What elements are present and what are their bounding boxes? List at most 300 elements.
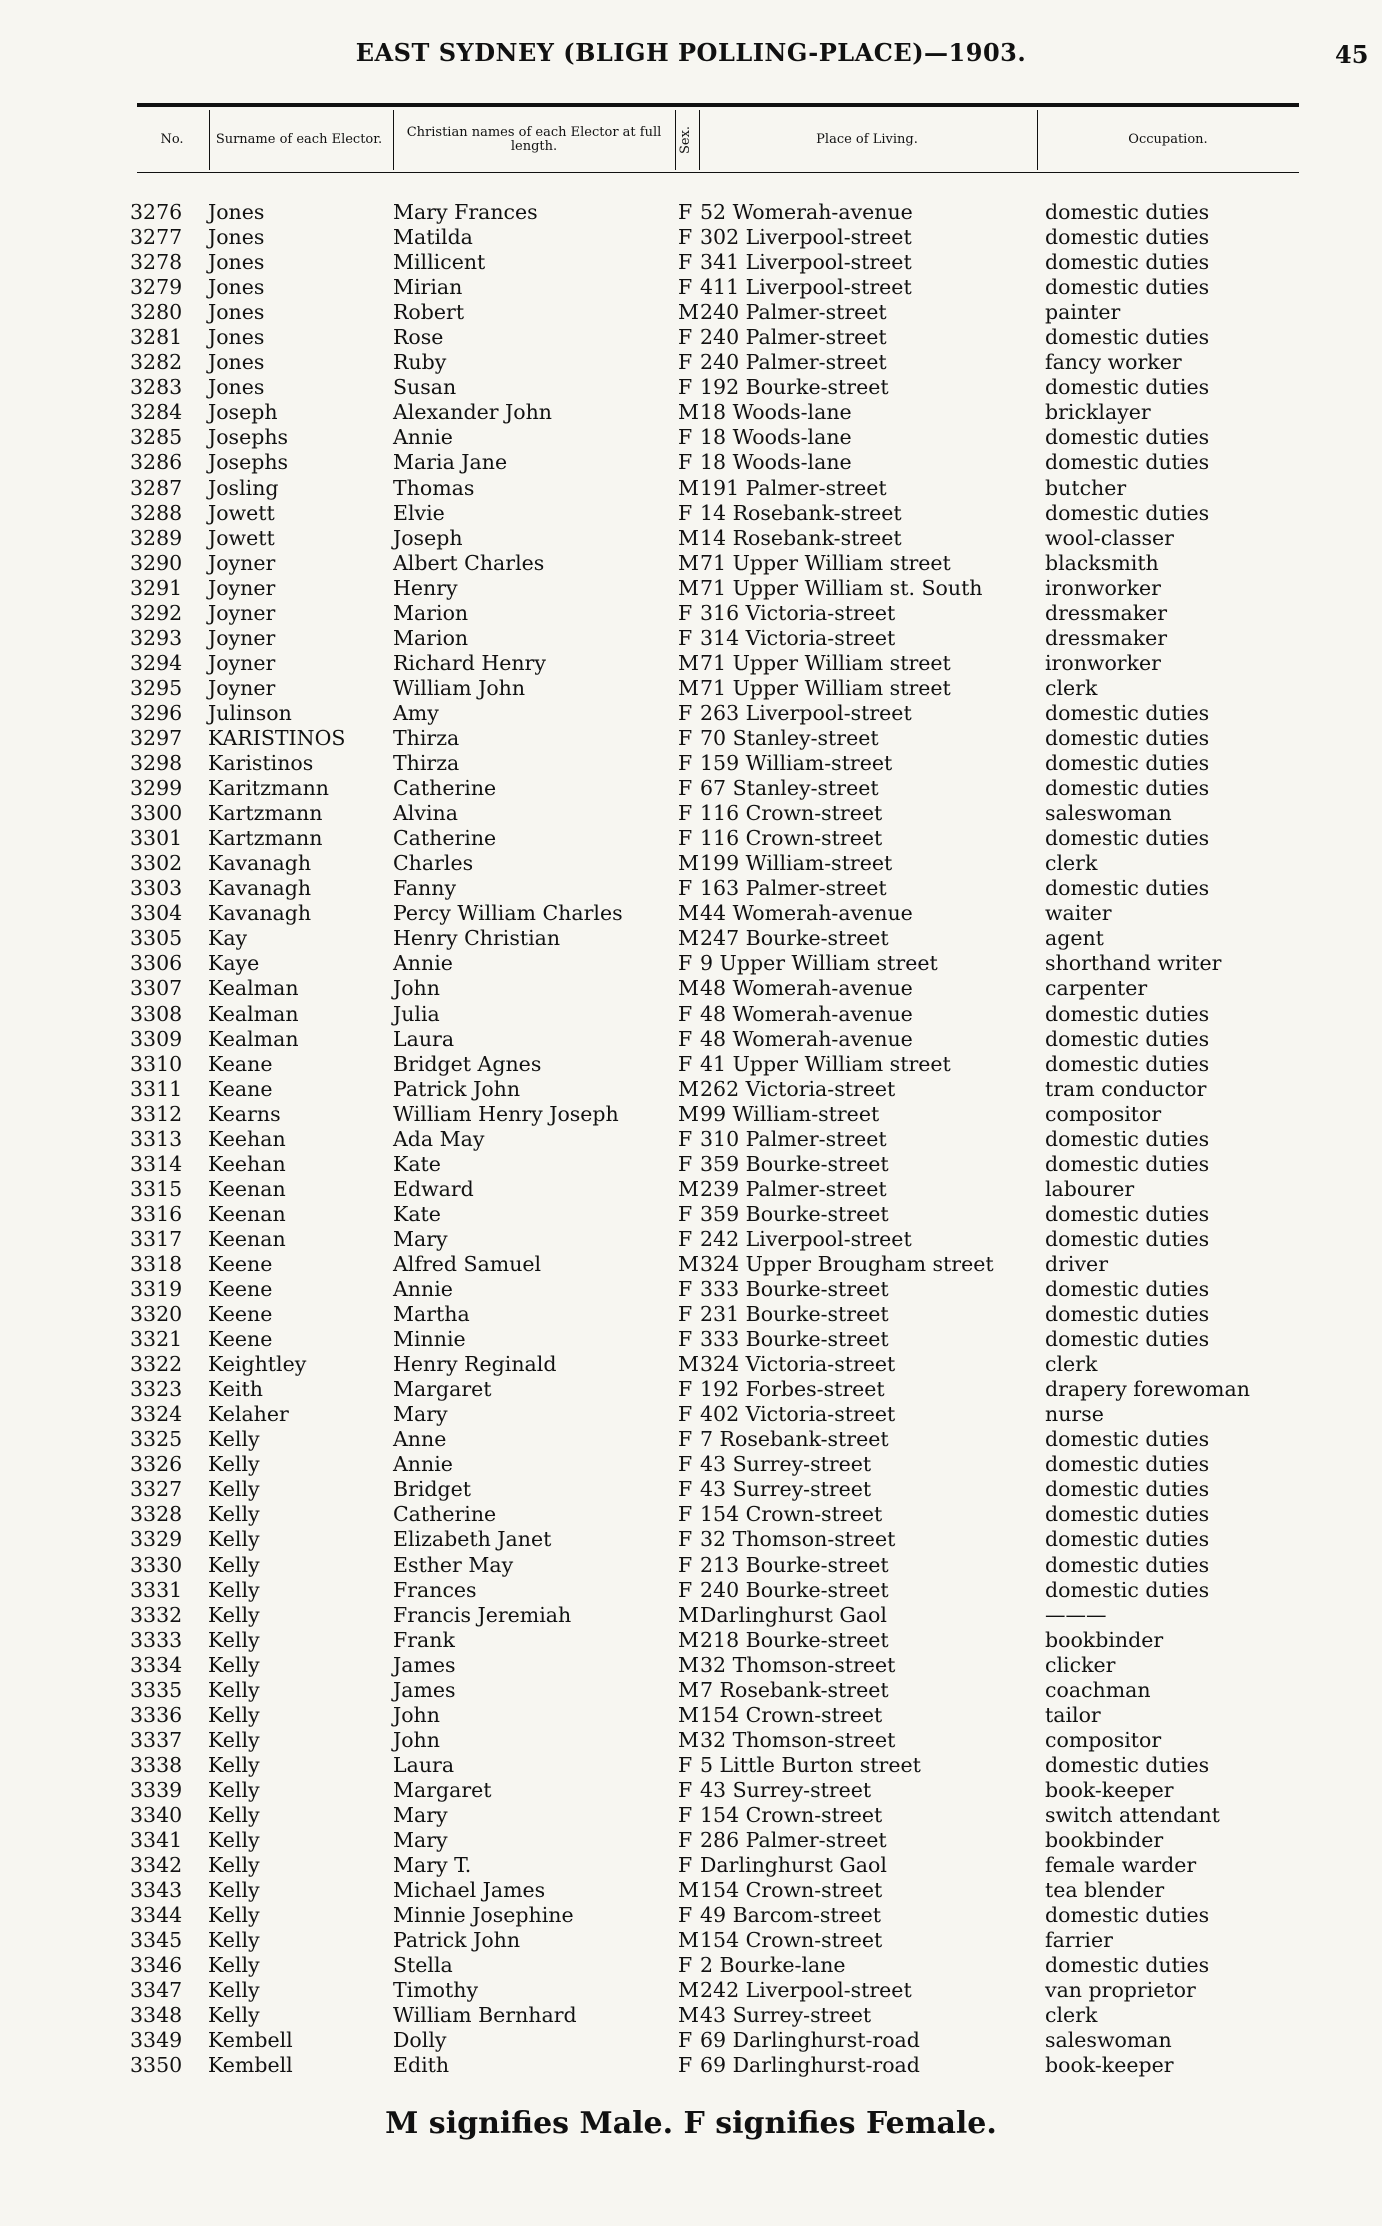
elector-sex: F — [678, 425, 693, 450]
table-row — [0, 1427, 1382, 1452]
elector-number: 3348 — [130, 2003, 183, 2028]
elector-sex: F — [678, 1777, 693, 1802]
elector-surname: Kealman — [208, 1001, 299, 1026]
elector-occupation: domestic duties — [1045, 1527, 1210, 1552]
elector-sex: F — [678, 1302, 693, 1327]
elector-surname: Kelaher — [208, 1402, 289, 1427]
elector-christian-names: Alvina — [393, 801, 458, 826]
elector-christian-names: Marion — [393, 625, 469, 650]
elector-place-of-living: 14 Rosebank-street — [700, 500, 902, 525]
column-divider — [675, 110, 676, 170]
elector-place-of-living: 199 William-street — [700, 851, 893, 876]
elector-number: 3306 — [130, 951, 183, 976]
elector-list — [0, 200, 1382, 2079]
elector-place-of-living: 116 Crown-street — [700, 826, 883, 851]
table-row — [0, 1277, 1382, 1302]
elector-surname: Jowett — [208, 500, 275, 525]
elector-number: 3279 — [130, 275, 183, 300]
elector-place-of-living: 7 Rosebank-street — [700, 1427, 889, 1452]
elector-occupation: domestic duties — [1045, 1151, 1210, 1176]
elector-number: 3301 — [130, 826, 183, 851]
table-row — [0, 1553, 1382, 1578]
elector-occupation: book-keeper — [1045, 2053, 1174, 2078]
elector-sex: M — [678, 1627, 699, 1652]
elector-sex: M — [678, 1677, 699, 1702]
elector-number: 3315 — [130, 1176, 183, 1201]
elector-occupation: labourer — [1045, 1176, 1135, 1201]
header-sex: Sex. — [678, 125, 693, 155]
header-place: Place of Living. — [816, 132, 918, 147]
elector-place-of-living: 263 Liverpool-street — [700, 700, 912, 725]
elector-place-of-living: 43 Surrey-street — [700, 1777, 872, 1802]
header-christian: Christian names of each Elector at full length. — [406, 125, 662, 154]
elector-place-of-living: 32 Thomson-street — [700, 1727, 896, 1752]
elector-number: 3303 — [130, 876, 183, 901]
elector-christian-names: Charles — [393, 851, 474, 876]
elector-place-of-living: 69 Darlinghurst-road — [700, 2028, 920, 2053]
elector-surname: Jones — [208, 350, 265, 375]
elector-occupation: clerk — [1045, 2003, 1098, 2028]
elector-christian-names: Thirza — [393, 751, 460, 776]
table-row — [0, 1578, 1382, 1603]
elector-surname: Kealman — [208, 976, 299, 1001]
table-row — [0, 576, 1382, 601]
table-row — [0, 1803, 1382, 1828]
elector-sex: F — [678, 325, 693, 350]
elector-christian-names: Mary Frances — [393, 200, 538, 224]
table-row — [0, 926, 1382, 951]
header-surname: Surname of each Elector. — [215, 132, 383, 147]
elector-christian-names: Mary T. — [393, 1853, 472, 1878]
elector-surname: Kelly — [208, 1627, 260, 1652]
table-row — [0, 551, 1382, 576]
elector-place-of-living: 240 Bourke-street — [700, 1577, 889, 1602]
elector-christian-names: Edward — [393, 1176, 474, 1201]
elector-number: 3311 — [130, 1076, 183, 1101]
elector-surname: Kay — [208, 926, 248, 951]
table-row — [0, 1102, 1382, 1127]
elector-sex: M — [678, 525, 699, 550]
elector-number: 3309 — [130, 1026, 183, 1051]
elector-number: 3296 — [130, 700, 183, 725]
table-row — [0, 1002, 1382, 1027]
elector-christian-names: Mirian — [393, 275, 463, 300]
elector-number: 3295 — [130, 675, 183, 700]
elector-occupation: ironworker — [1045, 575, 1161, 600]
elector-sex: F — [678, 1427, 693, 1452]
elector-occupation: domestic duties — [1045, 1051, 1210, 1076]
elector-christian-names: William Bernhard — [393, 2003, 577, 2028]
elector-sex: F — [678, 1377, 693, 1402]
elector-occupation: switch attendant — [1045, 1803, 1220, 1827]
elector-surname: Kelly — [208, 1652, 260, 1677]
elector-occupation: domestic duties — [1045, 700, 1210, 725]
elector-place-of-living: 18 Woods-lane — [700, 425, 852, 450]
table-row — [0, 1978, 1382, 2003]
elector-surname: Joyner — [208, 625, 276, 650]
elector-occupation: domestic duties — [1045, 826, 1210, 851]
table-row — [0, 1653, 1382, 1678]
table-row — [0, 1077, 1382, 1102]
table-row — [0, 876, 1382, 901]
elector-occupation: female warder — [1045, 1853, 1197, 1878]
table-row — [0, 1953, 1382, 1978]
table-row — [0, 1502, 1382, 1527]
table-row — [0, 350, 1382, 375]
elector-christian-names: Catherine — [393, 826, 497, 851]
elector-place-of-living: 154 Crown-street — [700, 1803, 883, 1827]
elector-christian-names: Joseph — [393, 525, 463, 550]
elector-number: 3347 — [130, 1978, 183, 2003]
column-headers — [137, 110, 1299, 170]
elector-christian-names: Edith — [393, 2053, 450, 2078]
column-divider — [209, 110, 210, 170]
elector-place-of-living: 43 Surrey-street — [700, 1477, 872, 1502]
elector-christian-names: Richard Henry — [393, 650, 546, 675]
elector-place-of-living: 154 Crown-street — [700, 1702, 883, 1727]
elector-christian-names: William Henry Joseph — [393, 1101, 619, 1126]
elector-sex: M — [678, 575, 699, 600]
table-row — [0, 1853, 1382, 1878]
elector-surname: Kaye — [208, 951, 260, 976]
elector-sex: M — [678, 400, 699, 425]
elector-occupation: blacksmith — [1045, 550, 1159, 575]
table-row — [0, 751, 1382, 776]
elector-surname: Kavanagh — [208, 901, 312, 926]
elector-sex: F — [678, 801, 693, 826]
elector-place-of-living: 7 Rosebank-street — [700, 1677, 889, 1702]
elector-number: 3346 — [130, 1953, 183, 1978]
elector-sex: M — [678, 926, 699, 951]
elector-place-of-living: 154 Crown-street — [700, 1878, 883, 1903]
table-row — [0, 1678, 1382, 1703]
elector-christian-names: Kate — [393, 1151, 441, 1176]
elector-place-of-living: 70 Stanley-street — [700, 725, 879, 750]
elector-occupation: domestic duties — [1045, 1752, 1210, 1777]
elector-place-of-living: 302 Liverpool-street — [700, 225, 912, 250]
elector-place-of-living: Darlinghurst Gaol — [700, 1853, 887, 1878]
elector-surname: Joyner — [208, 675, 276, 700]
elector-sex: F — [678, 2028, 693, 2053]
elector-sex: F — [678, 1452, 693, 1477]
elector-christian-names: Catherine — [393, 776, 497, 801]
elector-place-of-living: 44 Womerah-avenue — [700, 901, 913, 926]
elector-surname: Jones — [208, 275, 265, 300]
elector-occupation: compositor — [1045, 1101, 1162, 1126]
table-row — [0, 1402, 1382, 1427]
elector-surname: Joyner — [208, 650, 276, 675]
table-row — [0, 1152, 1382, 1177]
elector-place-of-living: 48 Womerah-avenue — [700, 1026, 913, 1051]
elector-place-of-living: 239 Palmer-street — [700, 1176, 887, 1201]
elector-number: 3285 — [130, 425, 183, 450]
table-row — [0, 601, 1382, 626]
table-row — [0, 1628, 1382, 1653]
elector-number: 3294 — [130, 650, 183, 675]
table-row — [0, 375, 1382, 400]
elector-occupation: ——— — [1045, 1602, 1107, 1627]
elector-occupation: domestic duties — [1045, 375, 1210, 400]
table-row — [0, 501, 1382, 526]
table-row — [0, 1352, 1382, 1377]
elector-occupation: domestic duties — [1045, 1226, 1210, 1251]
elector-number: 3336 — [130, 1702, 183, 1727]
table-row — [0, 1177, 1382, 1202]
table-row — [0, 1227, 1382, 1252]
elector-surname: Kelly — [208, 1853, 260, 1878]
elector-sex: F — [678, 625, 693, 650]
elector-sex: F — [678, 1327, 693, 1352]
elector-christian-names: John — [393, 976, 440, 1001]
table-row — [0, 1452, 1382, 1477]
elector-christian-names: Annie — [393, 951, 453, 976]
elector-place-of-living: 71 Upper William street — [700, 650, 951, 675]
elector-surname: Josephs — [208, 450, 289, 475]
elector-number: 3324 — [130, 1402, 183, 1427]
elector-number: 3349 — [130, 2028, 183, 2053]
elector-christian-names: Annie — [393, 1277, 453, 1302]
elector-christian-names: Henry Reginald — [393, 1352, 557, 1377]
elector-sex: F — [678, 1201, 693, 1226]
elector-number: 3280 — [130, 300, 183, 325]
table-row — [0, 400, 1382, 425]
elector-place-of-living: 159 William-street — [700, 751, 893, 776]
elector-christian-names: Bridget Agnes — [393, 1051, 542, 1076]
table-row — [0, 1753, 1382, 1778]
elector-christian-names: Catherine — [393, 1502, 497, 1527]
elector-number: 3288 — [130, 500, 183, 525]
elector-christian-names: Marion — [393, 600, 469, 625]
elector-place-of-living: 411 Liverpool-street — [700, 275, 912, 300]
elector-occupation: shorthand writer — [1045, 951, 1222, 976]
column-divider — [699, 110, 700, 170]
elector-christian-names: Kate — [393, 1201, 441, 1226]
elector-occupation: coachman — [1045, 1677, 1151, 1702]
elector-christian-names: Elizabeth Janet — [393, 1527, 552, 1552]
elector-place-of-living: 242 Liverpool-street — [700, 1226, 912, 1251]
elector-number: 3341 — [130, 1828, 183, 1853]
elector-sex: F — [678, 2053, 693, 2078]
table-row — [0, 951, 1382, 976]
elector-sex: M — [678, 1101, 699, 1126]
elector-occupation: tailor — [1045, 1702, 1101, 1727]
elector-sex: F — [678, 275, 693, 300]
elector-christian-names: Alfred Samuel — [393, 1251, 542, 1276]
elector-christian-names: Esther May — [393, 1552, 514, 1577]
elector-surname: Keane — [208, 1076, 273, 1101]
elector-place-of-living: 48 Womerah-avenue — [700, 1001, 913, 1026]
elector-christian-names: Dolly — [393, 2028, 447, 2053]
elector-place-of-living: 71 Upper William street — [700, 550, 951, 575]
elector-sex: F — [678, 450, 693, 475]
elector-sex: F — [678, 500, 693, 525]
elector-sex: M — [678, 1176, 699, 1201]
elector-place-of-living: 18 Woods-lane — [700, 450, 852, 475]
elector-surname: Kavanagh — [208, 851, 312, 876]
elector-occupation: nurse — [1045, 1402, 1104, 1427]
elector-number: 3291 — [130, 575, 183, 600]
page-title: EAST SYDNEY (BLIGH POLLING-PLACE)—1903. — [355, 38, 1027, 67]
elector-occupation: domestic duties — [1045, 1552, 1210, 1577]
elector-christian-names: Annie — [393, 1452, 453, 1477]
elector-number: 3316 — [130, 1201, 183, 1226]
elector-place-of-living: 247 Bourke-street — [700, 926, 889, 951]
elector-number: 3331 — [130, 1577, 183, 1602]
elector-christian-names: Frank — [393, 1627, 455, 1652]
elector-number: 3283 — [130, 375, 183, 400]
elector-surname: Jones — [208, 375, 265, 400]
elector-number: 3308 — [130, 1001, 183, 1026]
elector-number: 3334 — [130, 1652, 183, 1677]
elector-surname: Keene — [208, 1302, 273, 1327]
elector-place-of-living: 99 William-street — [700, 1101, 880, 1126]
elector-number: 3307 — [130, 976, 183, 1001]
elector-christian-names: Ruby — [393, 350, 447, 375]
elector-christian-names: Anne — [393, 1427, 447, 1452]
elector-place-of-living: 341 Liverpool-street — [700, 250, 912, 275]
elector-christian-names: John — [393, 1727, 440, 1752]
elector-number: 3277 — [130, 225, 183, 250]
elector-occupation: domestic duties — [1045, 1953, 1210, 1978]
elector-surname: Karistinos — [208, 751, 314, 776]
table-row — [0, 626, 1382, 651]
elector-surname: Kartzmann — [208, 801, 323, 826]
elector-place-of-living: 286 Palmer-street — [700, 1828, 887, 1853]
elector-occupation: domestic duties — [1045, 1201, 1210, 1226]
elector-number: 3330 — [130, 1552, 183, 1577]
elector-number: 3312 — [130, 1101, 183, 1126]
elector-sex: M — [678, 650, 699, 675]
elector-place-of-living: 163 Palmer-street — [700, 876, 887, 901]
elector-place-of-living: 324 Upper Brougham street — [700, 1251, 994, 1276]
elector-sex: M — [678, 675, 699, 700]
elector-place-of-living: Darlinghurst Gaol — [700, 1602, 887, 1627]
elector-place-of-living: 41 Upper William street — [700, 1051, 951, 1076]
elector-surname: Kelly — [208, 1878, 260, 1903]
elector-number: 3299 — [130, 776, 183, 801]
elector-occupation: saleswoman — [1045, 801, 1172, 826]
elector-number: 3335 — [130, 1677, 183, 1702]
elector-sex: F — [678, 375, 693, 400]
elector-sex: M — [678, 1727, 699, 1752]
elector-sex: M — [678, 1702, 699, 1727]
elector-number: 3328 — [130, 1502, 183, 1527]
elector-christian-names: Frances — [393, 1577, 477, 1602]
elector-surname: Jones — [208, 300, 265, 325]
elector-christian-names: Mary — [393, 1226, 448, 1251]
elector-surname: Kelly — [208, 1978, 260, 2003]
elector-surname: Kelly — [208, 1828, 260, 1853]
table-row — [0, 1878, 1382, 1903]
elector-occupation: domestic duties — [1045, 500, 1210, 525]
elector-sex: M — [678, 1251, 699, 1276]
elector-sex: M — [678, 300, 699, 325]
elector-occupation: domestic duties — [1045, 325, 1210, 350]
elector-christian-names: Michael James — [393, 1878, 546, 1903]
elector-place-of-living: 333 Bourke-street — [700, 1277, 889, 1302]
elector-surname: Keightley — [208, 1352, 307, 1377]
elector-surname: Kelly — [208, 1777, 260, 1802]
elector-number: 3337 — [130, 1727, 183, 1752]
elector-number: 3290 — [130, 550, 183, 575]
elector-surname: Joyner — [208, 550, 276, 575]
elector-number: 3343 — [130, 1878, 183, 1903]
elector-occupation: compositor — [1045, 1727, 1162, 1752]
elector-surname: Kelly — [208, 1552, 260, 1577]
elector-sex: F — [678, 200, 693, 224]
elector-occupation: clerk — [1045, 675, 1098, 700]
elector-occupation: fancy worker — [1045, 350, 1182, 375]
elector-sex: M — [678, 901, 699, 926]
elector-place-of-living: 71 Upper William st. South — [700, 575, 983, 600]
elector-occupation: bricklayer — [1045, 400, 1151, 425]
table-row — [0, 1202, 1382, 1227]
elector-number: 3284 — [130, 400, 183, 425]
elector-christian-names: Elvie — [393, 500, 445, 525]
elector-christian-names: Rose — [393, 325, 444, 350]
table-row — [0, 1027, 1382, 1052]
elector-christian-names: Stella — [393, 1953, 453, 1978]
elector-sex: F — [678, 1953, 693, 1978]
elector-occupation: ironworker — [1045, 650, 1161, 675]
elector-occupation: domestic duties — [1045, 1427, 1210, 1452]
elector-surname: Kelly — [208, 1452, 260, 1477]
elector-place-of-living: 333 Bourke-street — [700, 1327, 889, 1352]
elector-surname: Kelly — [208, 1953, 260, 1978]
elector-surname: Kearns — [208, 1101, 281, 1126]
elector-occupation: domestic duties — [1045, 725, 1210, 750]
table-row — [0, 1728, 1382, 1753]
elector-surname: Keehan — [208, 1151, 286, 1176]
elector-sex: F — [678, 1477, 693, 1502]
elector-number: 3302 — [130, 851, 183, 876]
table-row — [0, 726, 1382, 751]
table-row — [0, 701, 1382, 726]
elector-place-of-living: 49 Barcom-street — [700, 1903, 881, 1928]
elector-surname: Kelly — [208, 1677, 260, 1702]
table-row — [0, 2028, 1382, 2053]
elector-surname: Jones — [208, 250, 265, 275]
elector-place-of-living: 314 Victoria-street — [700, 625, 896, 650]
elector-number: 3319 — [130, 1277, 183, 1302]
elector-sex: F — [678, 1752, 693, 1777]
table-row — [0, 200, 1382, 225]
table-row — [0, 1828, 1382, 1853]
table-row — [0, 2003, 1382, 2028]
elector-sex: F — [678, 1026, 693, 1051]
elector-occupation: domestic duties — [1045, 1452, 1210, 1477]
elector-number: 3350 — [130, 2053, 183, 2078]
header-no: No. — [160, 132, 184, 147]
elector-sex: M — [678, 1878, 699, 1903]
elector-number: 3338 — [130, 1752, 183, 1777]
table-row — [0, 476, 1382, 501]
table-row — [0, 1703, 1382, 1728]
elector-occupation: domestic duties — [1045, 1477, 1210, 1502]
elector-number: 3321 — [130, 1327, 183, 1352]
elector-surname: Jowett — [208, 525, 275, 550]
elector-place-of-living: 18 Woods-lane — [700, 400, 852, 425]
elector-surname: Keene — [208, 1277, 273, 1302]
elector-place-of-living: 240 Palmer-street — [700, 325, 887, 350]
elector-christian-names: Henry Christian — [393, 926, 561, 951]
elector-number: 3286 — [130, 450, 183, 475]
elector-sex: F — [678, 700, 693, 725]
elector-place-of-living: 48 Womerah-avenue — [700, 976, 913, 1001]
elector-number: 3282 — [130, 350, 183, 375]
table-row — [0, 250, 1382, 275]
sex-legend: M signifies Male. F signifies Female. — [385, 2106, 997, 2141]
